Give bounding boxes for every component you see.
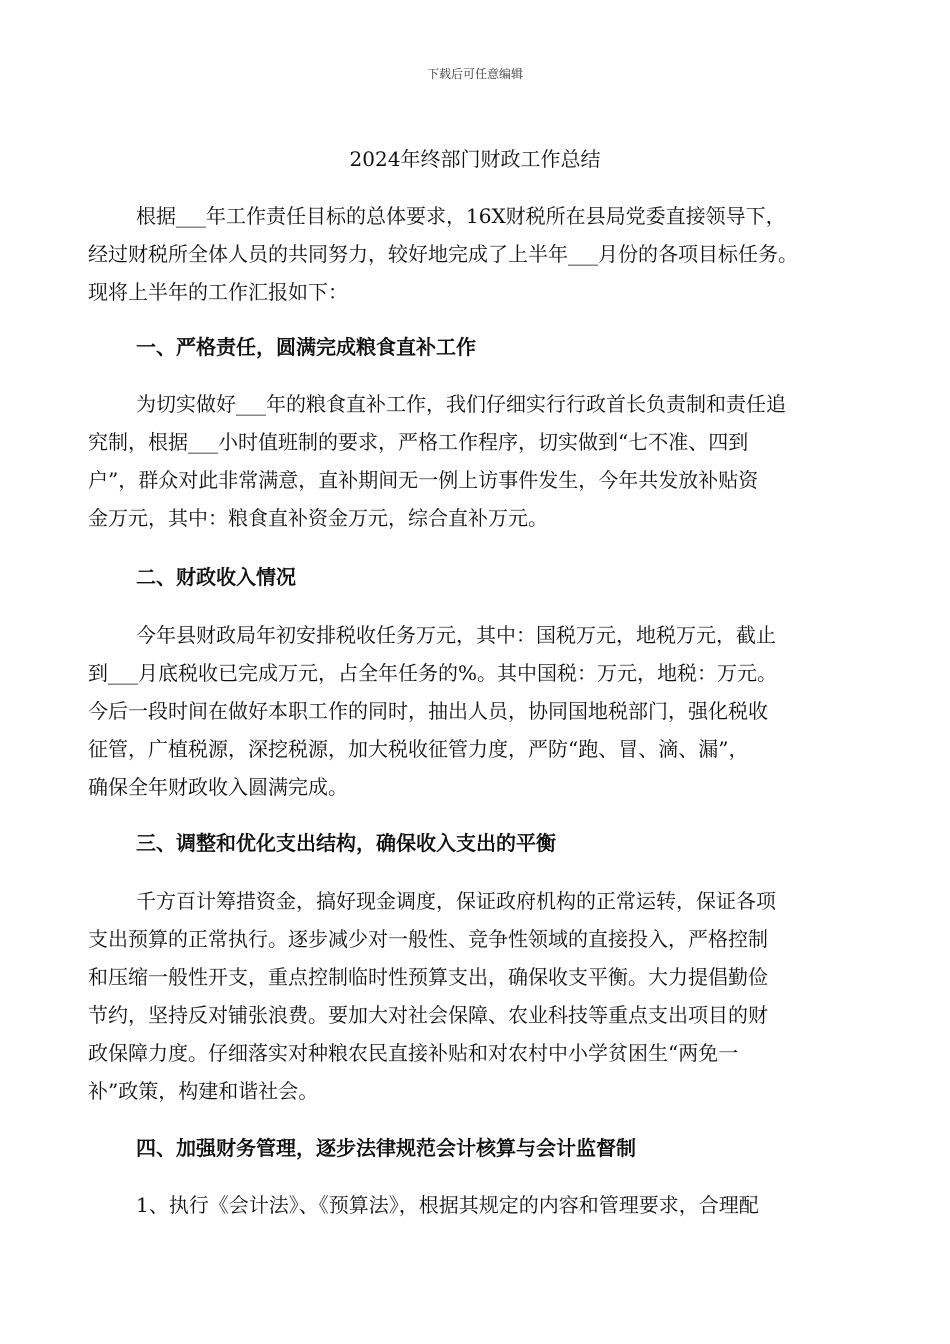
paragraph-line: 确保全年财政收入圆满完成。 [88,775,348,799]
intro-paragraph [88,197,878,311]
paragraph-line: 究制，根据___小时值班制的要求，严格工作程序，切实做到“七不准、四到 [88,430,749,454]
paragraph-line: 今年县财政局年初安排税收任务万元，其中：国税万元，地税万元，截止 [136,623,776,647]
paragraph-line: 千方百计筹措资金，搞好现金调度，保证政府机构的正常运转，保证各项 [136,889,776,913]
section-heading-2: 二、财政收入情况 [136,565,296,589]
paragraph-line: 1、执行《会计法》、《预算法》，根据其规定的内容和管理要求，合理配 [136,1193,759,1217]
page-header-note: 下载后可任意编辑 [426,67,523,81]
section-heading-1: 一、严格责任，圆满完成粮食直补工作 [136,335,476,359]
paragraph-line: 到___月底税收已完成万元，占全年任务的%。其中国税：万元，地税：万元。 [88,661,778,685]
paragraph-line: 补”政策，构建和谐社会。 [88,1079,319,1103]
intro-line: 根据___年工作责任目标的总体要求，16X财税所在县局党委直接领导下， [136,204,786,228]
section-heading-3: 三、调整和优化支出结构，确保收入支出的平衡 [136,831,556,855]
intro-line: 经过财税所全体人员的共同努力，较好地完成了上半年___月份的各项目标任务。 [88,242,798,266]
paragraph-line: 为切实做好___年的粮食直补工作，我们仔细实行行政首长负责制和责任追 [136,392,786,416]
section-4-paragraph [88,1186,878,1224]
paragraph-line: 节约，坚持反对铺张浪费。要加大对社会保障、农业科技等重点支出项目的财 [88,1003,768,1027]
paragraph-line: 支出预算的正常执行。逐步减少对一般性、竞争性领域的直接投入，严格控制 [88,927,768,951]
section-2-paragraph [88,616,878,806]
paragraph-line: 政保障力度。仔细落实对种粮农民直接补贴和对农村中小学贫困生“两免一 [88,1041,739,1065]
intro-line: 现将上半年的工作汇报如下： [88,280,348,304]
section-1-paragraph [88,385,878,537]
section-heading-4: 四、加强财务管理，逐步法律规范会计核算与会计监督制 [136,1136,636,1160]
paragraph-line: 今后一段时间在做好本职工作的同时，抽出人员，协同国地税部门，强化税收 [88,699,768,723]
paragraph-line: 金万元，其中：粮食直补资金万元，综合直补万元。 [88,506,548,530]
section-3-paragraph [88,882,878,1110]
document-title: 2024年终部门财政工作总结 [349,147,601,171]
paragraph-line: 和压缩一般性开支，重点控制临时性预算支出，确保收支平衡。大力提倡勤俭 [88,965,768,989]
paragraph-line: 征管，广植税源，深挖税源，加大税收征管力度，严防“跑、冒、滴、漏”， [88,737,749,761]
paragraph-line: 户”，群众对此非常满意，直补期间无一例上访事件发生，今年共发放补贴资 [88,468,759,492]
